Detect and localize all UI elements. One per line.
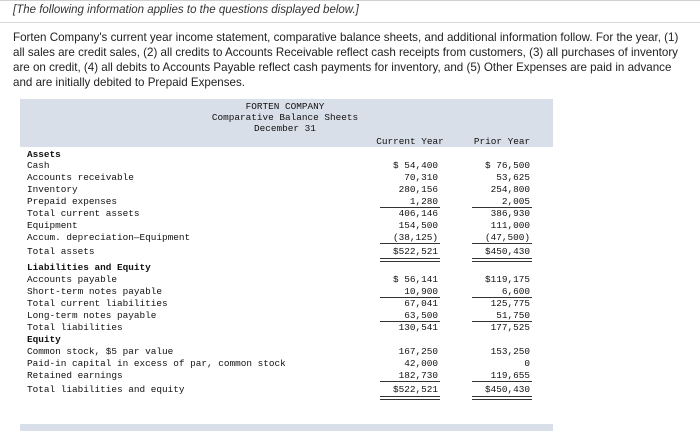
row-label: Total liabilities and equity (27, 384, 185, 395)
subtotal-rule (380, 243, 440, 244)
row-label: Total assets (27, 246, 95, 257)
column-header-current: Current Year (376, 136, 444, 147)
divider (0, 22, 700, 23)
prior-value: 53,625 (496, 172, 530, 183)
table-row (20, 172, 553, 184)
prior-value: 153,250 (490, 346, 530, 357)
prior-value: (47,500) (484, 232, 530, 243)
current-value: 182,730 (398, 370, 438, 381)
prior-value: $ 76,500 (484, 160, 530, 171)
current-value: 10,900 (404, 286, 438, 297)
current-value: 63,500 (404, 310, 438, 321)
subtotal-rule (380, 381, 440, 382)
statement-date: December 31 (254, 123, 316, 134)
current-value: 280,156 (398, 184, 438, 195)
row-label: Common stock, $5 par value (27, 346, 174, 357)
row-label: Equipment (27, 220, 78, 231)
top-border (0, 0, 700, 1)
row-label: Long-term notes payable (27, 310, 157, 321)
table-row (20, 208, 553, 220)
row-label: Total current assets (27, 208, 140, 219)
row-label: Total current liabilities (27, 298, 168, 309)
prior-value: 2,005 (501, 196, 530, 207)
next-table-header-band (20, 424, 553, 431)
prior-value: $450,430 (484, 246, 530, 257)
current-value: 154,500 (398, 220, 438, 231)
current-value: 67,041 (404, 298, 438, 309)
prior-value: 177,525 (490, 322, 530, 333)
current-value: $ 56,141 (392, 274, 438, 285)
balance-sheet (20, 99, 553, 409)
prior-value: 51,750 (496, 310, 530, 321)
current-value: $522,521 (392, 384, 438, 395)
row-label: Accounts receivable (27, 172, 134, 183)
current-value: 42,000 (404, 358, 438, 369)
row-label: Cash (27, 160, 50, 171)
table-row (20, 262, 553, 274)
prior-value: 125,775 (490, 298, 530, 309)
prior-value: 111,000 (490, 220, 530, 231)
current-value: 130,541 (398, 322, 438, 333)
row-label: Assets (27, 149, 61, 160)
row-label: Liabilities and Equity (27, 262, 151, 273)
table-row (20, 220, 553, 232)
applies-note: [The following information applies to the questions displayed below.] (13, 4, 359, 16)
table-row (20, 334, 553, 346)
table-row (20, 160, 553, 172)
subtotal-rule (472, 243, 532, 244)
table-row (20, 246, 553, 258)
statement-title: Comparative Balance Sheets (211, 112, 359, 123)
company-name: FORTEN COMPANY (245, 101, 325, 112)
row-label: Retained earnings (27, 370, 123, 381)
current-value: 1,280 (409, 196, 438, 207)
current-value: $ 54,400 (392, 160, 438, 171)
row-label: Accum. depreciation—Equipment (27, 232, 191, 243)
prior-value: 386,930 (490, 208, 530, 219)
prior-value: 0 (524, 358, 530, 369)
total-double-rule (472, 396, 532, 400)
total-double-rule (380, 396, 440, 400)
row-label: Inventory (27, 184, 78, 195)
table-row (20, 346, 553, 358)
current-value: $522,521 (392, 246, 438, 257)
current-value: (38,125) (392, 232, 438, 243)
intro-paragraph: Forten Company's current year income statement, comparative balance sheets, and additional information follow. For the year, (1) all sales are credit sales, (2) all credits to Accounts Receivable reflect cash receipts from customers, (3) all purchases of inventory are on credit, (4) all debits to Accounts Payable reflect cash payments for inventory, and (5) Other Expenses are paid in advance and are initially debited to Prepaid Expenses. (13, 31, 679, 89)
row-label: Paid-in capital in excess of par, common stock (27, 358, 286, 369)
current-value: 406,146 (398, 208, 438, 219)
current-value: 70,310 (404, 172, 438, 183)
prior-value: 6,600 (501, 286, 530, 297)
subtotal-rule (472, 381, 532, 382)
table-row (20, 322, 553, 334)
row-label: Accounts payable (27, 274, 118, 285)
table-row (20, 184, 553, 196)
column-header-prior: Prior Year (473, 136, 531, 147)
prior-value: 119,655 (490, 370, 530, 381)
prior-value: $450,430 (484, 384, 530, 395)
table-row (20, 358, 553, 370)
table-row (20, 384, 553, 396)
current-value: 167,250 (398, 346, 438, 357)
row-label: Total liabilities (27, 322, 123, 333)
prior-value: $119,175 (484, 274, 530, 285)
row-label: Short-term notes payable (27, 286, 163, 297)
prior-value: 254,800 (490, 184, 530, 195)
row-label: Equity (27, 334, 61, 345)
table-row (20, 298, 553, 310)
table-row (20, 274, 553, 286)
row-label: Prepaid expenses (27, 196, 118, 207)
